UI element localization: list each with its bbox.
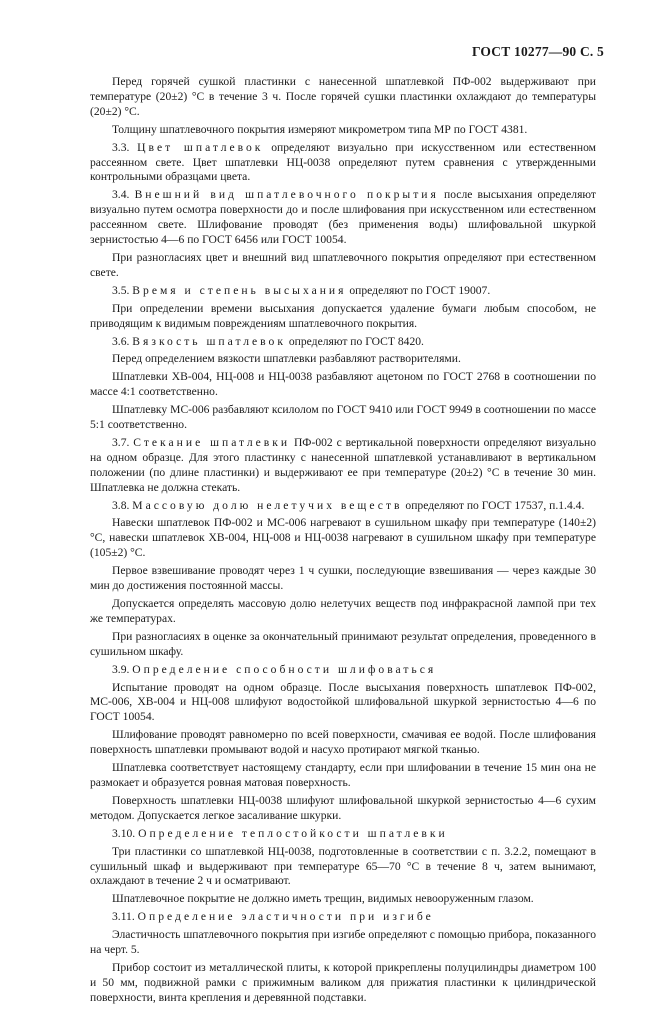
paragraph: Шлифование проводят равномерно по всей поверхности, смачивая ее водой. После шлифования поверхность шпатлевки промывают водой и насухо протирают мягкой тканью.: [90, 728, 596, 757]
section-title: Определение способности шлифоваться: [132, 662, 437, 676]
section-title: Время и степень высыхания: [132, 283, 347, 297]
section-title: Определение эластичности при изгибе: [137, 910, 434, 924]
paragraph: Поверхность шпатлевки НЦ-0038 шлифуют шлифовальной шкуркой зернистостью 4—6 сухим методом. Допускается легкое засаливание шкурки.: [90, 793, 596, 822]
paragraph: При разногласиях цвет и внешний вид шпатлевочного покрытия определяют при естественном свете.: [90, 250, 596, 279]
paragraph: Эластичность шпатлевочного покрытия при изгибе определяют с помощью прибора, показанного на черт. 5.: [90, 928, 596, 957]
section-3-5: 3.5. Время и степень высыхания определяют по ГОСТ 19007.: [112, 283, 491, 297]
section-title: Внешний вид шпатлевочного покрытия: [134, 188, 439, 202]
paragraph: Допускается определять массовую долю нелетучих веществ под инфракрасной лампой при тех же температурах.: [90, 597, 596, 625]
section-title: Определение теплостойкости шпатлевки: [138, 826, 448, 840]
paragraph: Первое взвешивание проводят через 1 ч сушки, последующие взвешивания — через каждые 30 мин до достижения постоянной массы.: [90, 564, 596, 593]
section-title: Массовую долю нелетучих веществ: [132, 498, 403, 512]
section-title: Стекание шпатлевки: [133, 435, 291, 449]
paragraph: Испытание проводят на одном образце. После высыхания поверхность шпатлевок ПФ-002, МС-006, ХВ-004 и НЦ-008 шлифуют водостойкой шлифовальной шкуркой зернистостью 4—6 по ГОСТ 10054.: [90, 680, 596, 724]
document-body: [90, 75, 596, 1009]
paragraph: Толщину шпатлевочного покрытия измеряют микрометром типа МР по ГОСТ 4381.: [112, 122, 528, 136]
section-title: Вязкость шпатлевок: [132, 334, 286, 348]
section-title: Цвет шпатлевок: [137, 140, 264, 154]
section-3-6: 3.6. Вязкость шпатлевок определяют по ГОСТ 8420.: [112, 334, 424, 348]
paragraph: Перед горячей сушкой пластинки с нанесенной шпатлевкой ПФ-002 выдерживают при температуре (20±2) °С в течение 3 ч. После горячей сушки пластинки охлаждают до температуры (20±2) °С.: [90, 75, 596, 118]
paragraph: При разногласиях в оценке за окончательный принимают результат определения, проведенного в сушильном шкафу.: [90, 629, 596, 658]
section-3-11: 3.11. Определение эластичности при изгибе: [112, 910, 434, 924]
paragraph: Навески шпатлевок ПФ-002 и МС-006 нагревают в сушильном шкафу при температуре (140±2) °С, навески шпатлевок ХВ-004, НЦ-008 и НЦ-0038 нагревают в сушильном шкафу при температуре (105±2) °С.: [90, 516, 596, 560]
section-3-10: 3.10. Определение теплостойкости шпатлевки: [112, 826, 448, 840]
page-header: ГОСТ 10277—90 С. 5: [471, 44, 604, 59]
paragraph: Шпатлевку МС-006 разбавляют ксилолом по ГОСТ 9410 или ГОСТ 9949 в соотношении по массе 5:1 соответственно.: [90, 403, 596, 432]
paragraph: Шпатлевки ХВ-004, НЦ-008 и НЦ-0038 разбавляют ацетоном по ГОСТ 2768 в соотношении по массе 4:1 соответственно.: [90, 370, 596, 399]
section-3-8: 3.8. Массовую долю нелетучих веществ определяют по ГОСТ 17537, п.1.4.4.: [112, 498, 585, 512]
section-3-9: 3.9. Определение способности шлифоваться: [112, 662, 437, 676]
section-3-3: 3.3. Цвет шпатлевок определяют визуально при искусственном или естественном рассеянном свете. Цвет шпатлевки НЦ-0038 определяют путем сравнения с утвержденными контрольными образцами цвета.: [90, 140, 596, 184]
paragraph: При определении времени высыхания допускается удаление бумаги любым способом, не приводящим к видимым повреждениям шпатлевочного покрытия.: [90, 301, 596, 330]
paragraph: Перед определением вязкости шпатлевки разбавляют растворителями.: [112, 352, 461, 366]
section-3-7: 3.7. Стекание шпатлевки ПФ-002 с вертикальной поверхности определяют визуально на одном образце. Для этого пластинку с нанесенной шпатлевкой устанавливают в вертикальном положении (по длине пластинки) и выдерживают ее при температуре (20±2) °С в течение 30 мин. Шпатлевка не должна стекать.: [90, 435, 596, 494]
paragraph: Прибор состоит из металлической плиты, к которой прикреплены полуцилиндры диаметром 100 и 50 мм, подвижной рамки с прижимным валиком для прижатия пластинки к цилиндрической поверхности, винта крепления и деревянной подставки.: [90, 960, 596, 1004]
paragraph: Шпатлевочное покрытие не должно иметь трещин, видимых невооруженным глазом.: [112, 892, 534, 906]
section-3-4: 3.4. Внешний вид шпатлевочного покрытия после высыхания определяют визуально путем осмотра поверхности до и после шлифования при искусственном или естественном рассеянном свете. Шлифование проводят (без применения воды) шлифовальной шкуркой зернистостью 4—6 по ГОСТ 6456 или ГОСТ 10054.: [90, 188, 596, 247]
paragraph: Шпатлевка соответствует настоящему стандарту, если при шлифовании в течение 15 мин она не размокает и образуется ровная матовая поверхность.: [90, 761, 596, 789]
paragraph: Три пластинки со шпатлевкой НЦ-0038, подготовленные в соответствии с п. 3.2.2, помещают в сушильный шкаф и выдерживают при температуре 65—70 °С в течение 8 ч, затем вынимают, охлаждают в течение 2 ч и осматривают.: [90, 844, 596, 888]
